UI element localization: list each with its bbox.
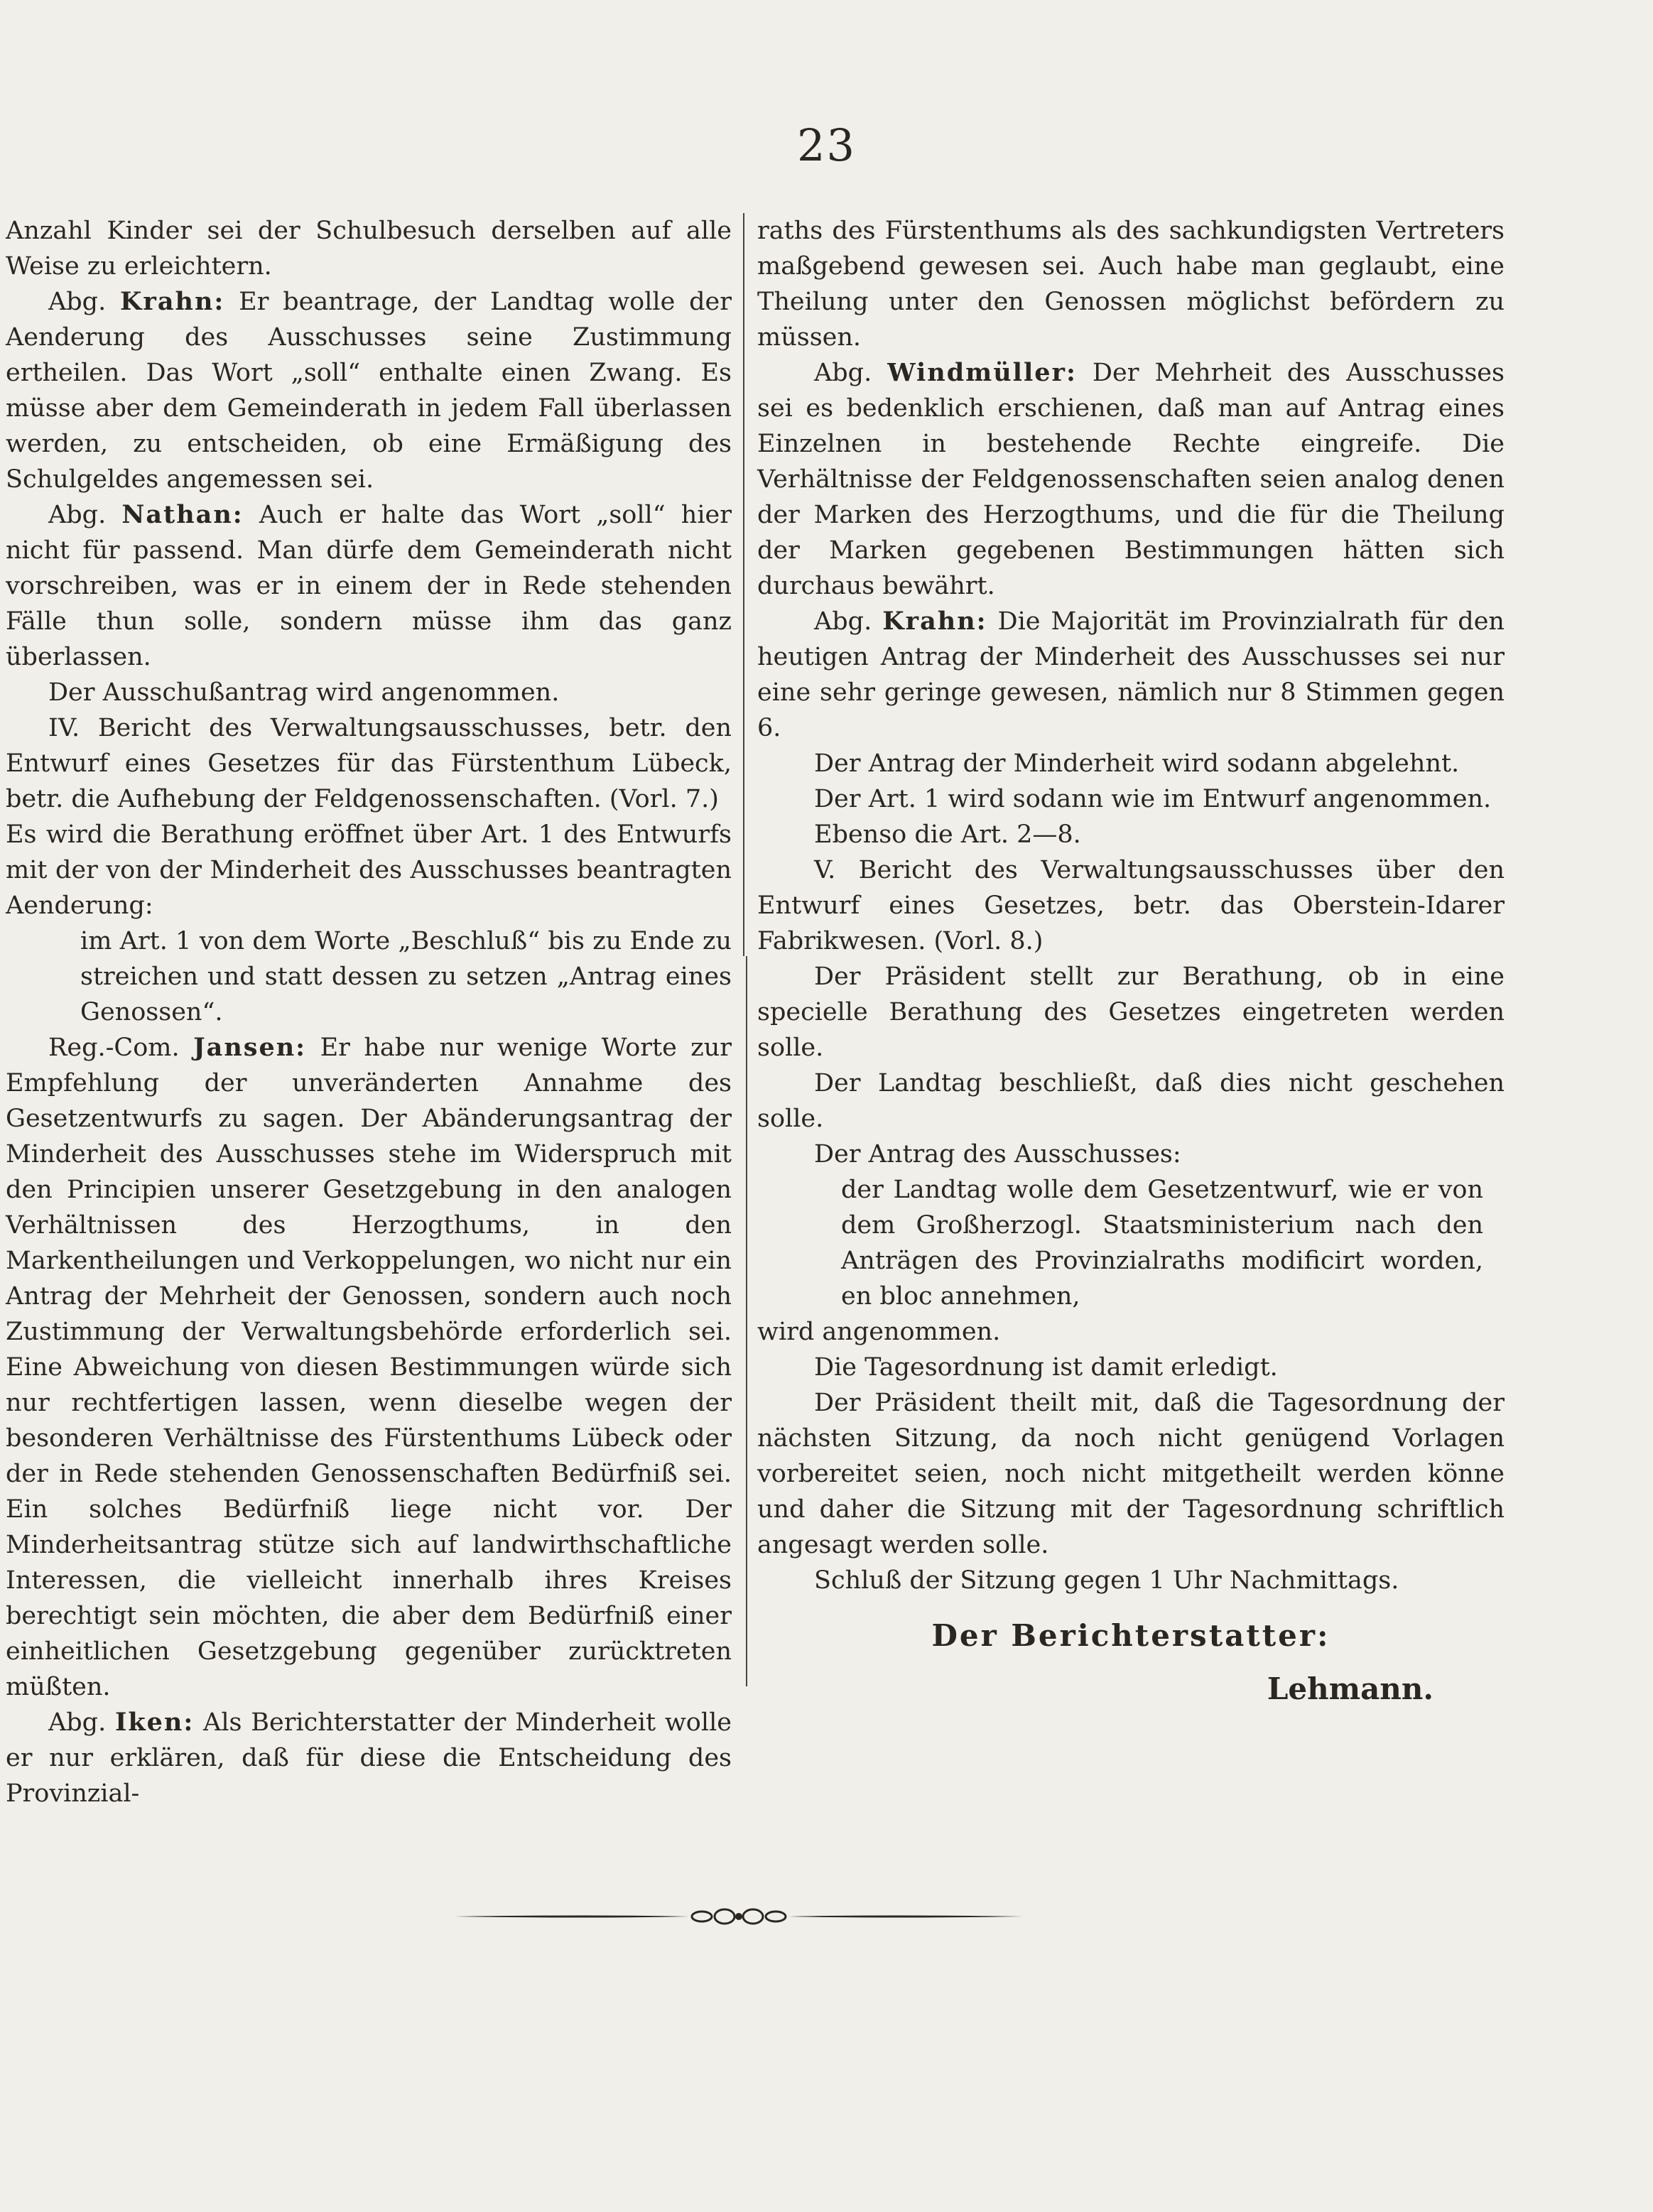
paragraph: Schluß der Sitzung gegen 1 Uhr Nachmittags. <box>814 1566 1399 1595</box>
paragraph: Der Landtag beschließt, daß dies nicht geschehen solle. <box>757 1069 1505 1133</box>
speaker-name: Jansen: <box>193 1033 307 1062</box>
paragraph: Der Präsident stellt zur Berathung, ob in eine specielle Berathung des Gesetzes eingetreten werden solle. <box>757 963 1505 1062</box>
signature-title: Der Berichterstatter: <box>931 1618 1330 1653</box>
paragraph: Die Tagesordnung ist damit erledigt. <box>814 1353 1278 1382</box>
speech-text: Als Berichterstatter der Minderheit wolle er nur erklären, daß für diese die Entscheidung des Provinzial- <box>6 1708 732 1808</box>
speech-krahn <box>757 604 1505 746</box>
column-divider-upper <box>743 213 744 956</box>
paragraph: Anzahl Kinder sei der Schulbesuch derselben auf alle Weise zu erleichtern. <box>6 217 732 281</box>
speech-nathan <box>6 497 732 675</box>
speaker-name: Iken: <box>115 1708 195 1737</box>
speaker-name: Nathan: <box>121 500 244 529</box>
paragraph: Der Antrag des Ausschusses: <box>814 1140 1181 1169</box>
motion-quote: der Landtag wolle dem Gesetzentwurf, wie er von dem Großherzogl. Staatsministerium nach den Anträgen des Provinzialraths modificirt worden, en bloc annehmen, <box>841 1176 1483 1311</box>
column-divider-lower <box>746 956 747 1686</box>
speaker-prefix: Abg. <box>48 288 107 316</box>
speech-iken <box>6 1705 732 1811</box>
paragraph: Der Antrag der Minderheit wird sodann abgelehnt. <box>814 749 1460 778</box>
ornament-divider <box>455 1902 1023 1931</box>
speech-text: Auch er halte das Wort „soll“ hier nicht für passend. Man dürfe dem Gemeinderath nicht vorschreiben, was er in einem der in Rede stehenden Fälle thun solle, sondern müsse ihm das ganz überlassen. <box>6 501 732 671</box>
speech-text: Er habe nur wenige Worte zur Empfehlung der unveränderten Annahme des Gesetzentwurfs zu sagen. Der Abänderungsantrag der Minderheit des Ausschusses stehe im Widerspruch mit den Principien unserer Gesetzgebung in den analogen Verhältnissen des Herzogthums, in den Markentheilungen und Verkoppelungen, wo nicht nur ein Antrag der Mehrheit der Genossen, sondern auch noch Zustimmung der Verwaltungsbehörde erforderlich sei. Eine Abweichung von diesen Bestimmungen würde sich nur rechtfertigen lassen, wenn dieselbe wegen der besonderen Verhältnisse des Fürstenthums Lübeck oder der in Rede stehenden Genossenschaften Bedürfniß sei. Ein solches Bedürfniß liege nicht vor. Der Minderheitsantrag stütze sich auf landwirthschaftliche Interessen, die vielleicht innerhalb ihres Kreises berechtigt sein möchten, die aber dem Bedürfniß einer einheitlichen Gesetzgebung gegenüber zurücktreten müßten. <box>6 1034 732 1701</box>
paragraph: Ebenso die Art. 2—8. <box>814 820 1081 849</box>
paragraph: Der Ausschußantrag wird angenommen. <box>48 678 560 707</box>
speaker-name: Krahn: <box>882 607 987 636</box>
speaker-prefix: Abg. <box>814 359 872 387</box>
speaker-name: Krahn: <box>120 287 225 316</box>
agenda-item-v: V. Bericht des Verwaltungsausschusses über den Entwurf eines Gesetzes, betr. das Oberstein-Idarer Fabrikwesen. (Vorl. 8.) <box>757 856 1505 955</box>
paragraph: Es wird die Berathung eröffnet über Art. 1 des Entwurfs mit der von der Minderheit des Ausschusses beantragten Aenderung: <box>6 820 732 920</box>
speech-text: Die Majorität im Provinzialrath für den heutigen Antrag der Minderheit des Ausschusses sei nur eine sehr geringe gewesen, nämlich nur 8 Stimmen gegen 6. <box>757 607 1505 742</box>
paragraph: raths des Fürstenthums als des sachkundigsten Vertreters maßgebend gewesen sei. Auch habe man geglaubt, eine Theilung unter den Genossen möglichst befördern zu müssen. <box>757 217 1505 352</box>
left-column <box>6 213 732 1811</box>
paragraph: wird angenommen. <box>757 1318 1001 1346</box>
amendment-quote: im Art. 1 von dem Worte „Beschluß“ bis zu Ende zu streichen und statt dessen zu setzen „Antrag eines Genossen“. <box>80 927 732 1026</box>
speech-krahn <box>6 284 732 497</box>
speech-windmueller <box>757 355 1505 604</box>
speech-text: Er beantrage, der Landtag wolle der Aenderung des Ausschusses seine Zustimmung ertheilen. Das Wort „soll“ enthalte einen Zwang. Es müsse aber dem Gemeinderath in jedem Fall überlassen werden, zu entscheiden, ob eine Ermäßigung des Schulgeldes angemessen sei. <box>6 288 732 494</box>
signature-name: Lehmann. <box>1267 1671 1433 1706</box>
speaker-prefix: Abg. <box>48 1708 107 1737</box>
page-number: 23 <box>797 119 856 171</box>
speaker-prefix: Abg. <box>48 501 107 529</box>
speech-text: Der Mehrheit des Ausschusses sei es bedenklich erschienen, daß man auf Antrag eines Einzelnen in bestehende Rechte eingreife. Die Verhältnisse der Feldgenossenschaften seien analog denen der Marken des Herzogthums, und die für die Theilung der Marken gegebenen Bestimmungen hätten sich durchaus bewährt. <box>757 359 1505 600</box>
agenda-item-iv: IV. Bericht des Verwaltungsausschusses, betr. den Entwurf eines Gesetzes für das Fürstenthum Lübeck, betr. die Aufhebung der Feldgenossenschaften. (Vorl. 7.) <box>6 714 732 813</box>
paragraph: Der Art. 1 wird sodann wie im Entwurf angenommen. <box>814 785 1492 813</box>
speaker-prefix: Abg. <box>814 607 872 636</box>
right-column <box>757 213 1505 1718</box>
speaker-prefix: Reg.-Com. <box>48 1034 180 1062</box>
paragraph: Der Präsident theilt mit, daß die Tagesordnung der nächsten Sitzung, da noch nicht genügend Vorlagen vorbereitet seien, noch nicht mitgetheilt werden könne und daher die Sitzung mit der Tagesordnung schriftlich angesagt werden solle. <box>757 1389 1505 1559</box>
speaker-name: Windmüller: <box>887 358 1077 387</box>
speech-jansen <box>6 1030 732 1705</box>
